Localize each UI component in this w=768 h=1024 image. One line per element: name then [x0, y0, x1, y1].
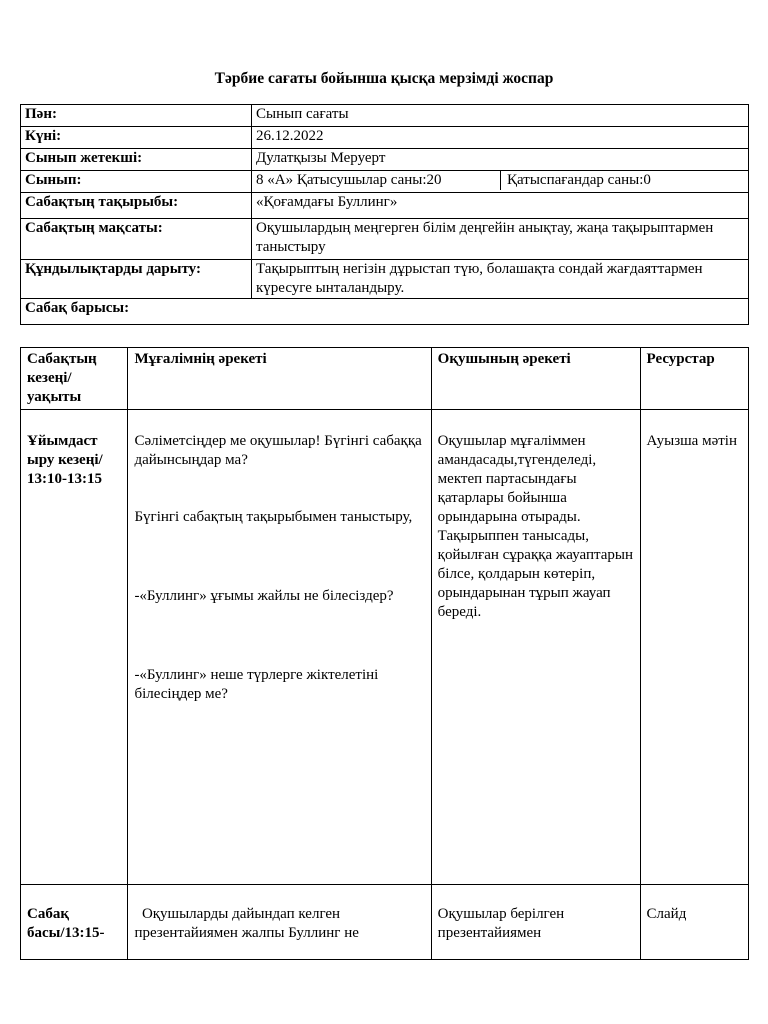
class-label: Сынып: — [21, 171, 252, 193]
stage-cell: Сабақ басы/13:15- — [21, 885, 128, 960]
topic-value: «Қоғамдағы Буллинг» — [252, 193, 749, 219]
absent-value: Қатыспағандар саны:0 — [507, 172, 651, 188]
info-row-values — [21, 260, 749, 299]
header-student: Оқушының әрекеті — [431, 348, 640, 410]
progress-label: Сабақ барысы: — [21, 299, 749, 325]
info-row-goal — [21, 219, 749, 260]
plan-header-row — [21, 348, 749, 410]
document-title: Тәрбие сағаты бойынша қысқа мерзімді жоспар — [214, 70, 554, 87]
info-row-teacher — [21, 149, 749, 171]
date-label: Күні: — [21, 127, 252, 149]
teacher-label: Сынып жетекші: — [21, 149, 252, 171]
header-stage: Сабақтың кезеңі/ уақыты — [21, 348, 128, 410]
teacher-line: Сәліметсіңдер ме оқушылар! Бүгінгі сабаққа дайынсыңдар ма? — [134, 433, 422, 468]
class-value: 8 «А» Қатысушылар саны:20 — [252, 171, 501, 190]
teacher-line: -«Буллинг» ұғымы жайлы не білесіздер? — [134, 588, 394, 604]
subject-label: Пән: — [21, 105, 252, 127]
info-row-topic — [21, 193, 749, 219]
info-row-subject — [21, 105, 749, 127]
stage-cell: Ұйымдаст ыру кезеңі/ 13:10-13:15 — [21, 410, 128, 885]
header-teacher: Мұғалімнің әрекеті — [128, 348, 431, 410]
plan-row-organization — [21, 410, 749, 885]
plan-row-start — [21, 885, 749, 960]
student-activity-cell: Оқушылар берілген презентайиямен — [431, 885, 640, 960]
plan-table — [20, 347, 749, 960]
teacher-activity-cell — [128, 410, 431, 885]
info-row-date — [21, 127, 749, 149]
class-split — [252, 171, 748, 190]
header-resources: Ресурстар — [640, 348, 748, 410]
date-value: 26.12.2022 — [252, 127, 749, 149]
teacher-line: Бүгінгі сабақтың тақырыбымен таныстыру, — [134, 509, 413, 525]
subject-value: Сынып сағаты — [252, 105, 749, 127]
goal-value: Оқушылардың меңгерген білім деңгейін анықтау, жаңа тақырыптармен таныстыру — [252, 219, 749, 260]
teacher-activity-cell: Оқушыларды дайындап келген презентайиямен жалпы Буллинг не — [128, 885, 431, 960]
class-cell — [252, 171, 749, 193]
topic-label: Сабақтың тақырыбы: — [21, 193, 252, 219]
resources-cell: Ауызша мәтін — [640, 410, 748, 885]
values-label: Құндылықтарды дарыту: — [21, 260, 252, 299]
goal-label: Сабақтың мақсаты: — [21, 219, 252, 260]
values-value: Тақырыптың негізін дұрыстап түю, болашақта сондай жағдаяттармен күресуге ынталандыру. — [252, 260, 749, 299]
teacher-line: -«Буллинг» неше түрлерге жіктелетіні білесіңдер ме? — [134, 667, 379, 702]
info-row-class — [21, 171, 749, 193]
info-row-progress — [21, 299, 749, 325]
student-activity-cell: Оқушылар мұғаліммен амандасады,түгенделеді, мектеп партасындағы қатарлары бойынша орындарына отырады. Тақырыппен танысады, қойылған сұраққа жауаптарын білсе, қолдарын көтеріп, орындарынан тұрып жауап береді. — [431, 410, 640, 885]
info-table — [20, 104, 749, 325]
resources-cell: Слайд — [640, 885, 748, 960]
teacher-value: Дулатқызы Меруерт — [252, 149, 749, 171]
